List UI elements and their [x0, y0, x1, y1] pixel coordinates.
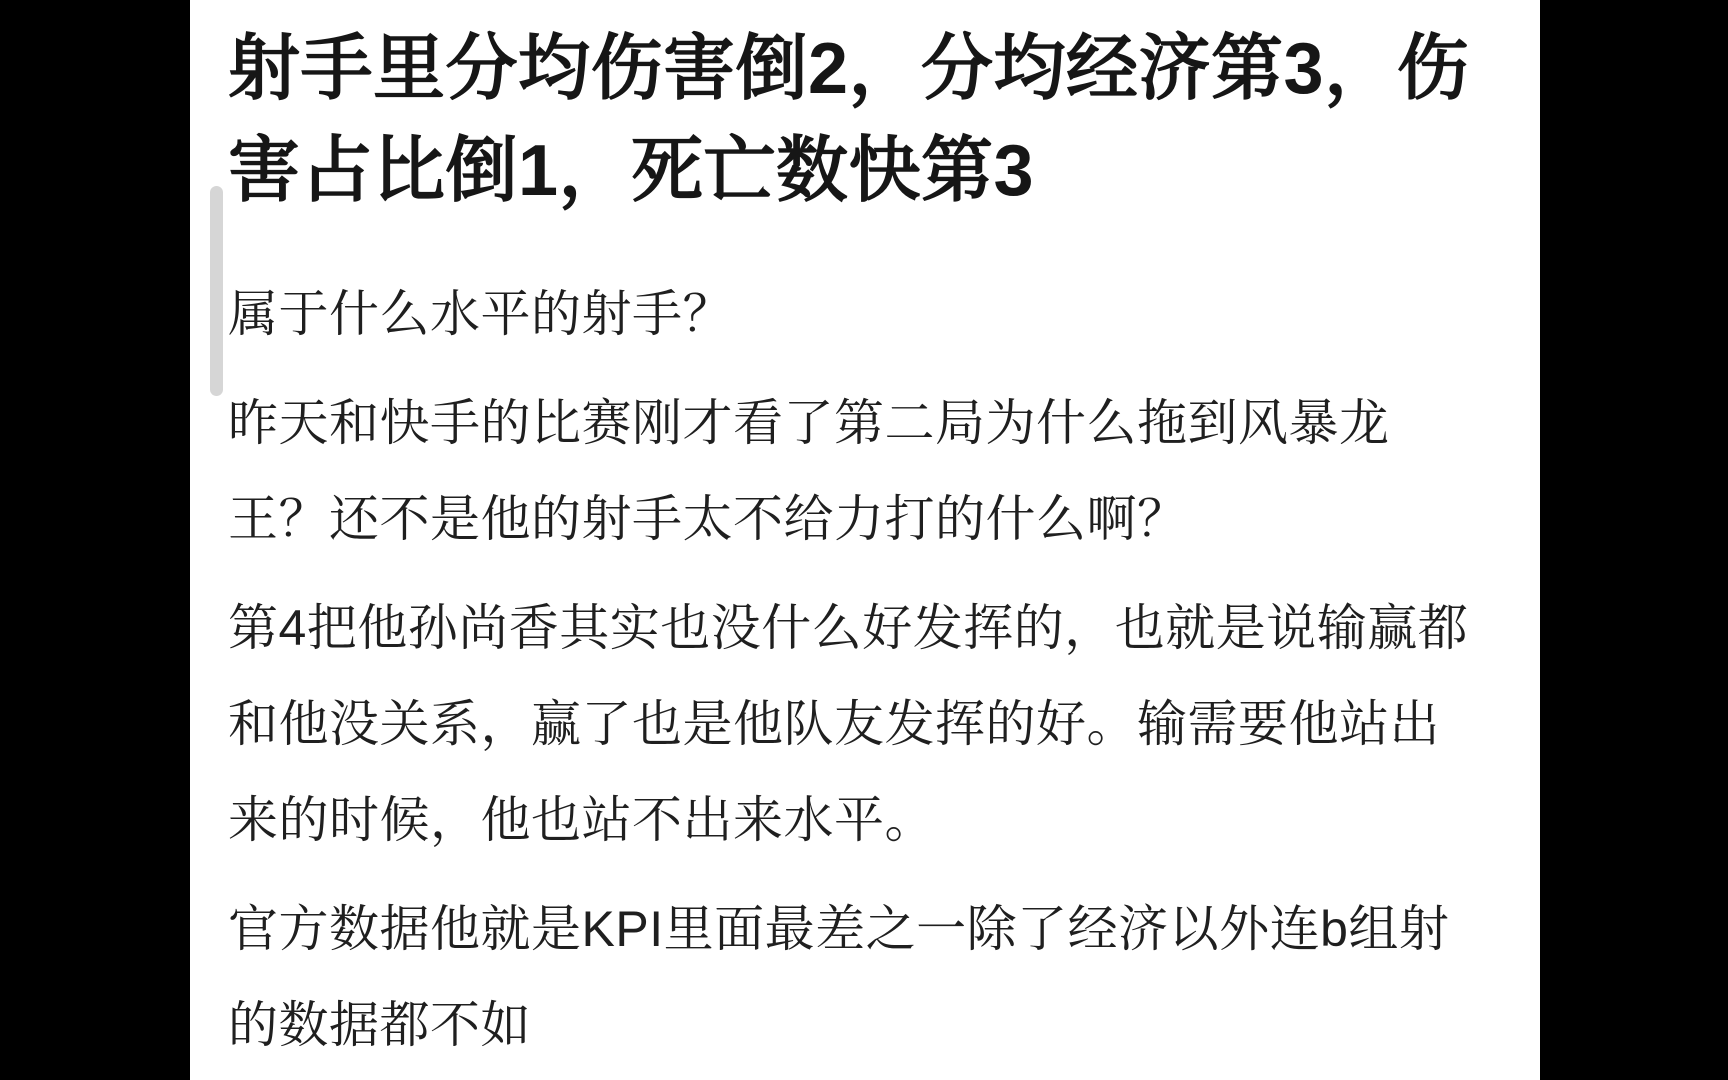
- scrollbar-thumb[interactable]: [210, 186, 223, 396]
- post-paragraph: 属于什么水平的射手？: [228, 286, 733, 342]
- post-content: [190, 0, 1540, 1073]
- post-page: [190, 0, 1540, 1080]
- post-paragraph: 昨天和快手的比赛刚才看了第二局为什么拖到风暴龙王？还不是他的射手太不给力打的什么啊？: [228, 395, 1390, 547]
- post-title: 射手里分均伤害倒2，分均经济第3，伤害占比倒1，死亡数快第3: [228, 29, 1470, 211]
- right-letterbox-bar: [1540, 0, 1728, 1080]
- post-paragraph: 第4把他孙尚香其实也没什么好发挥的，也就是说输赢都和他没关系，赢了也是他队友发挥的好。输需要他站出来的时候，他也站不出来水平。: [228, 600, 1469, 848]
- post-paragraph: 官方数据他就是KPI里面最差之一除了经济以外连b组射的数据都不如: [228, 901, 1450, 1053]
- left-letterbox-bar: [0, 0, 190, 1080]
